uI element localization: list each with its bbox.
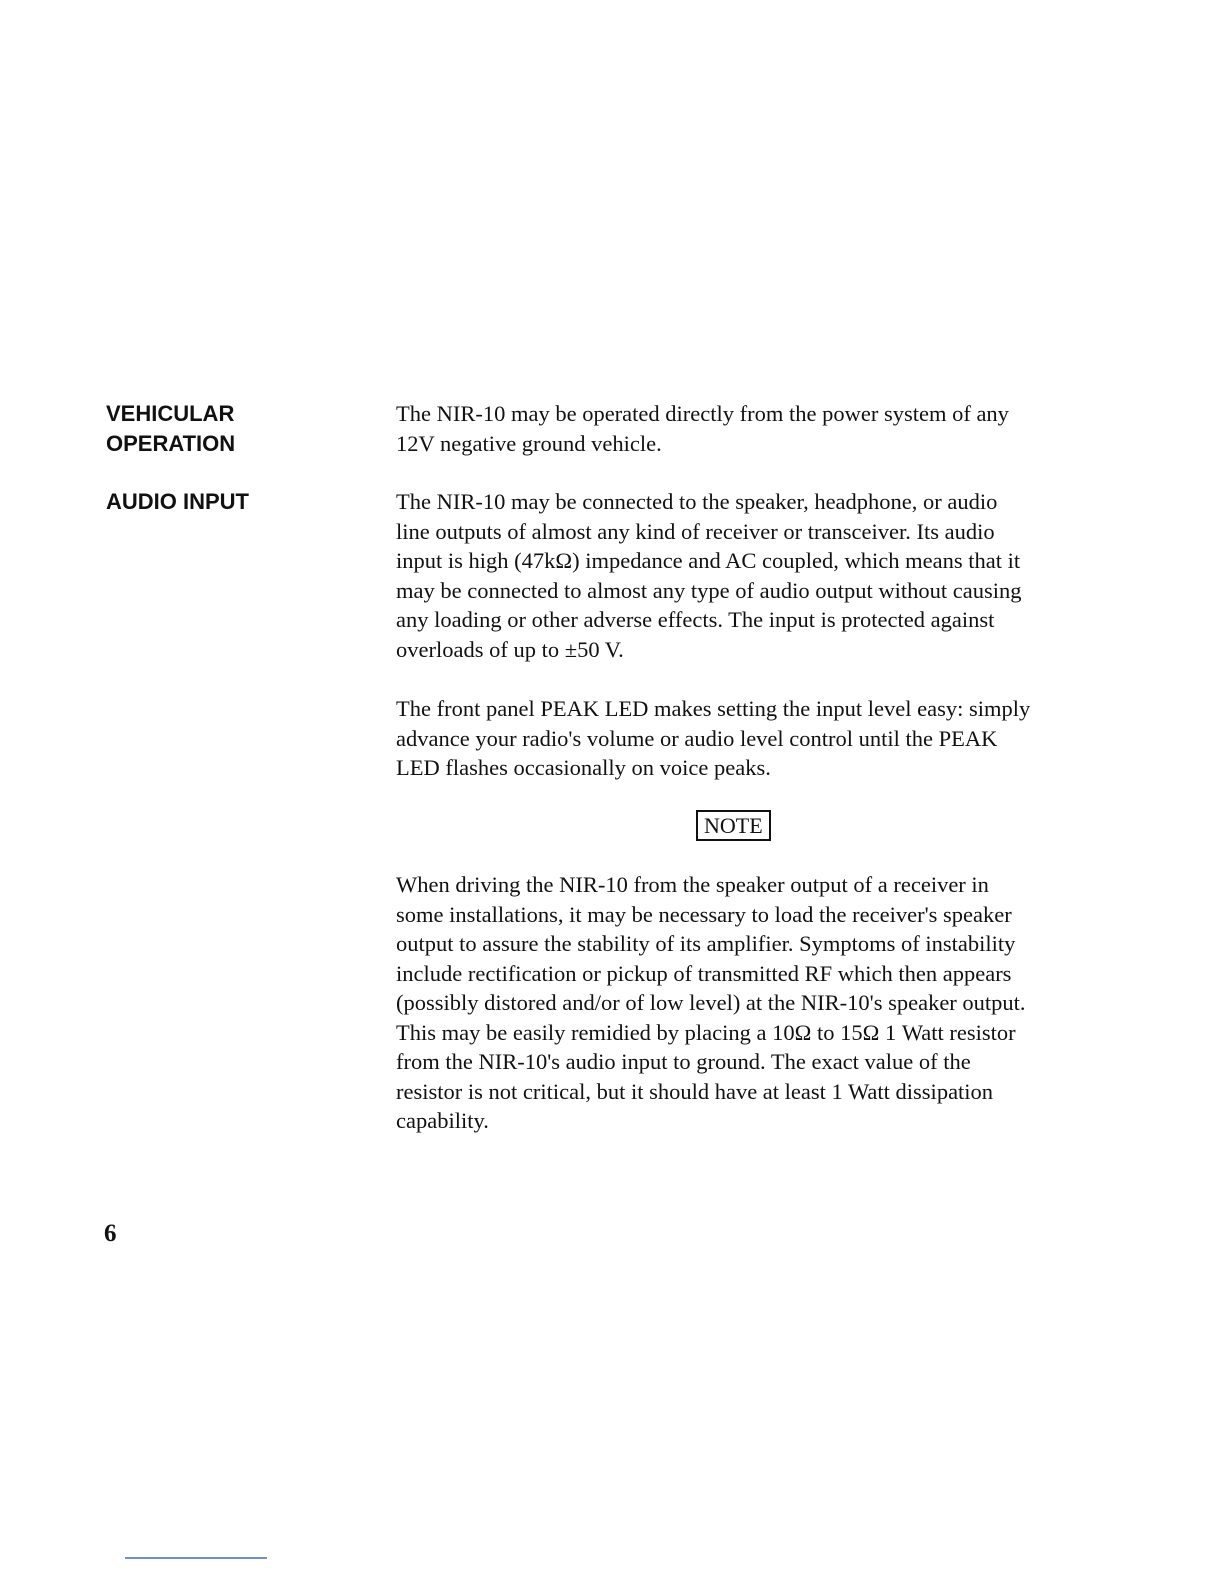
text-line: advance your radio's volume or audio level control until the PEAK (396, 725, 998, 751)
text-line: The NIR-10 may be operated directly from the power system of any (396, 401, 1009, 426)
heading-line: OPERATION (106, 431, 236, 456)
text-line: capability. (396, 1108, 489, 1133)
text-line: overloads of up to ±50 V. (396, 636, 624, 662)
text-line: This may be easily remidied by placing a 10Ω to 15Ω 1 Watt resistor (396, 1019, 1016, 1045)
page-number: 6 (104, 1220, 117, 1247)
audio-input-paragraph-2 (396, 694, 1096, 783)
audio-input-paragraph-1 (396, 487, 1096, 664)
text-line: include rectification or pickup of transmitted RF which then appears (396, 960, 1012, 986)
text-line: from the NIR-10's audio input to ground. The exact value of the (396, 1049, 971, 1074)
text-line: 12V negative ground vehicle. (396, 430, 662, 456)
vehicular-operation-paragraph (396, 399, 1096, 458)
heading-line: VEHICULAR (106, 401, 235, 426)
text-line: LED flashes occasionally on voice peaks. (396, 755, 771, 780)
text-line: input is high (47kΩ) impedance and AC coupled, which means that it (396, 548, 1021, 573)
note-callout (696, 810, 771, 841)
text-line: When driving the NIR-10 from the speaker output of a receiver in (396, 872, 989, 897)
section-heading-vehicular-operation (106, 399, 235, 459)
heading-line: AUDIO INPUT (106, 489, 249, 514)
note-paragraph (396, 870, 1096, 1136)
footer-divider (125, 1557, 267, 1559)
text-line: may be connected to almost any type of audio output without causing (396, 577, 1022, 603)
note-label: NOTE (696, 810, 771, 841)
text-line: some installations, it may be necessary to load the receiver's speaker (396, 901, 1012, 927)
text-line: The NIR-10 may be connected to the speaker, headphone, or audio (396, 489, 998, 514)
text-line: output to assure the stability of its amplifier. Symptoms of instability (396, 931, 1016, 956)
text-line: The front panel PEAK LED makes setting the input level easy: simply (396, 696, 1031, 721)
text-line: any loading or other adverse effects. The input is protected against (396, 607, 995, 632)
text-line: line outputs of almost any kind of receiver or transceiver. Its audio (396, 518, 995, 544)
text-line: (possibly distored and/or of low level) at the NIR-10's speaker output. (396, 990, 1026, 1015)
section-heading-audio-input (106, 487, 249, 517)
text-line: resistor is not critical, but it should have at least 1 Watt dissipation (396, 1078, 994, 1104)
